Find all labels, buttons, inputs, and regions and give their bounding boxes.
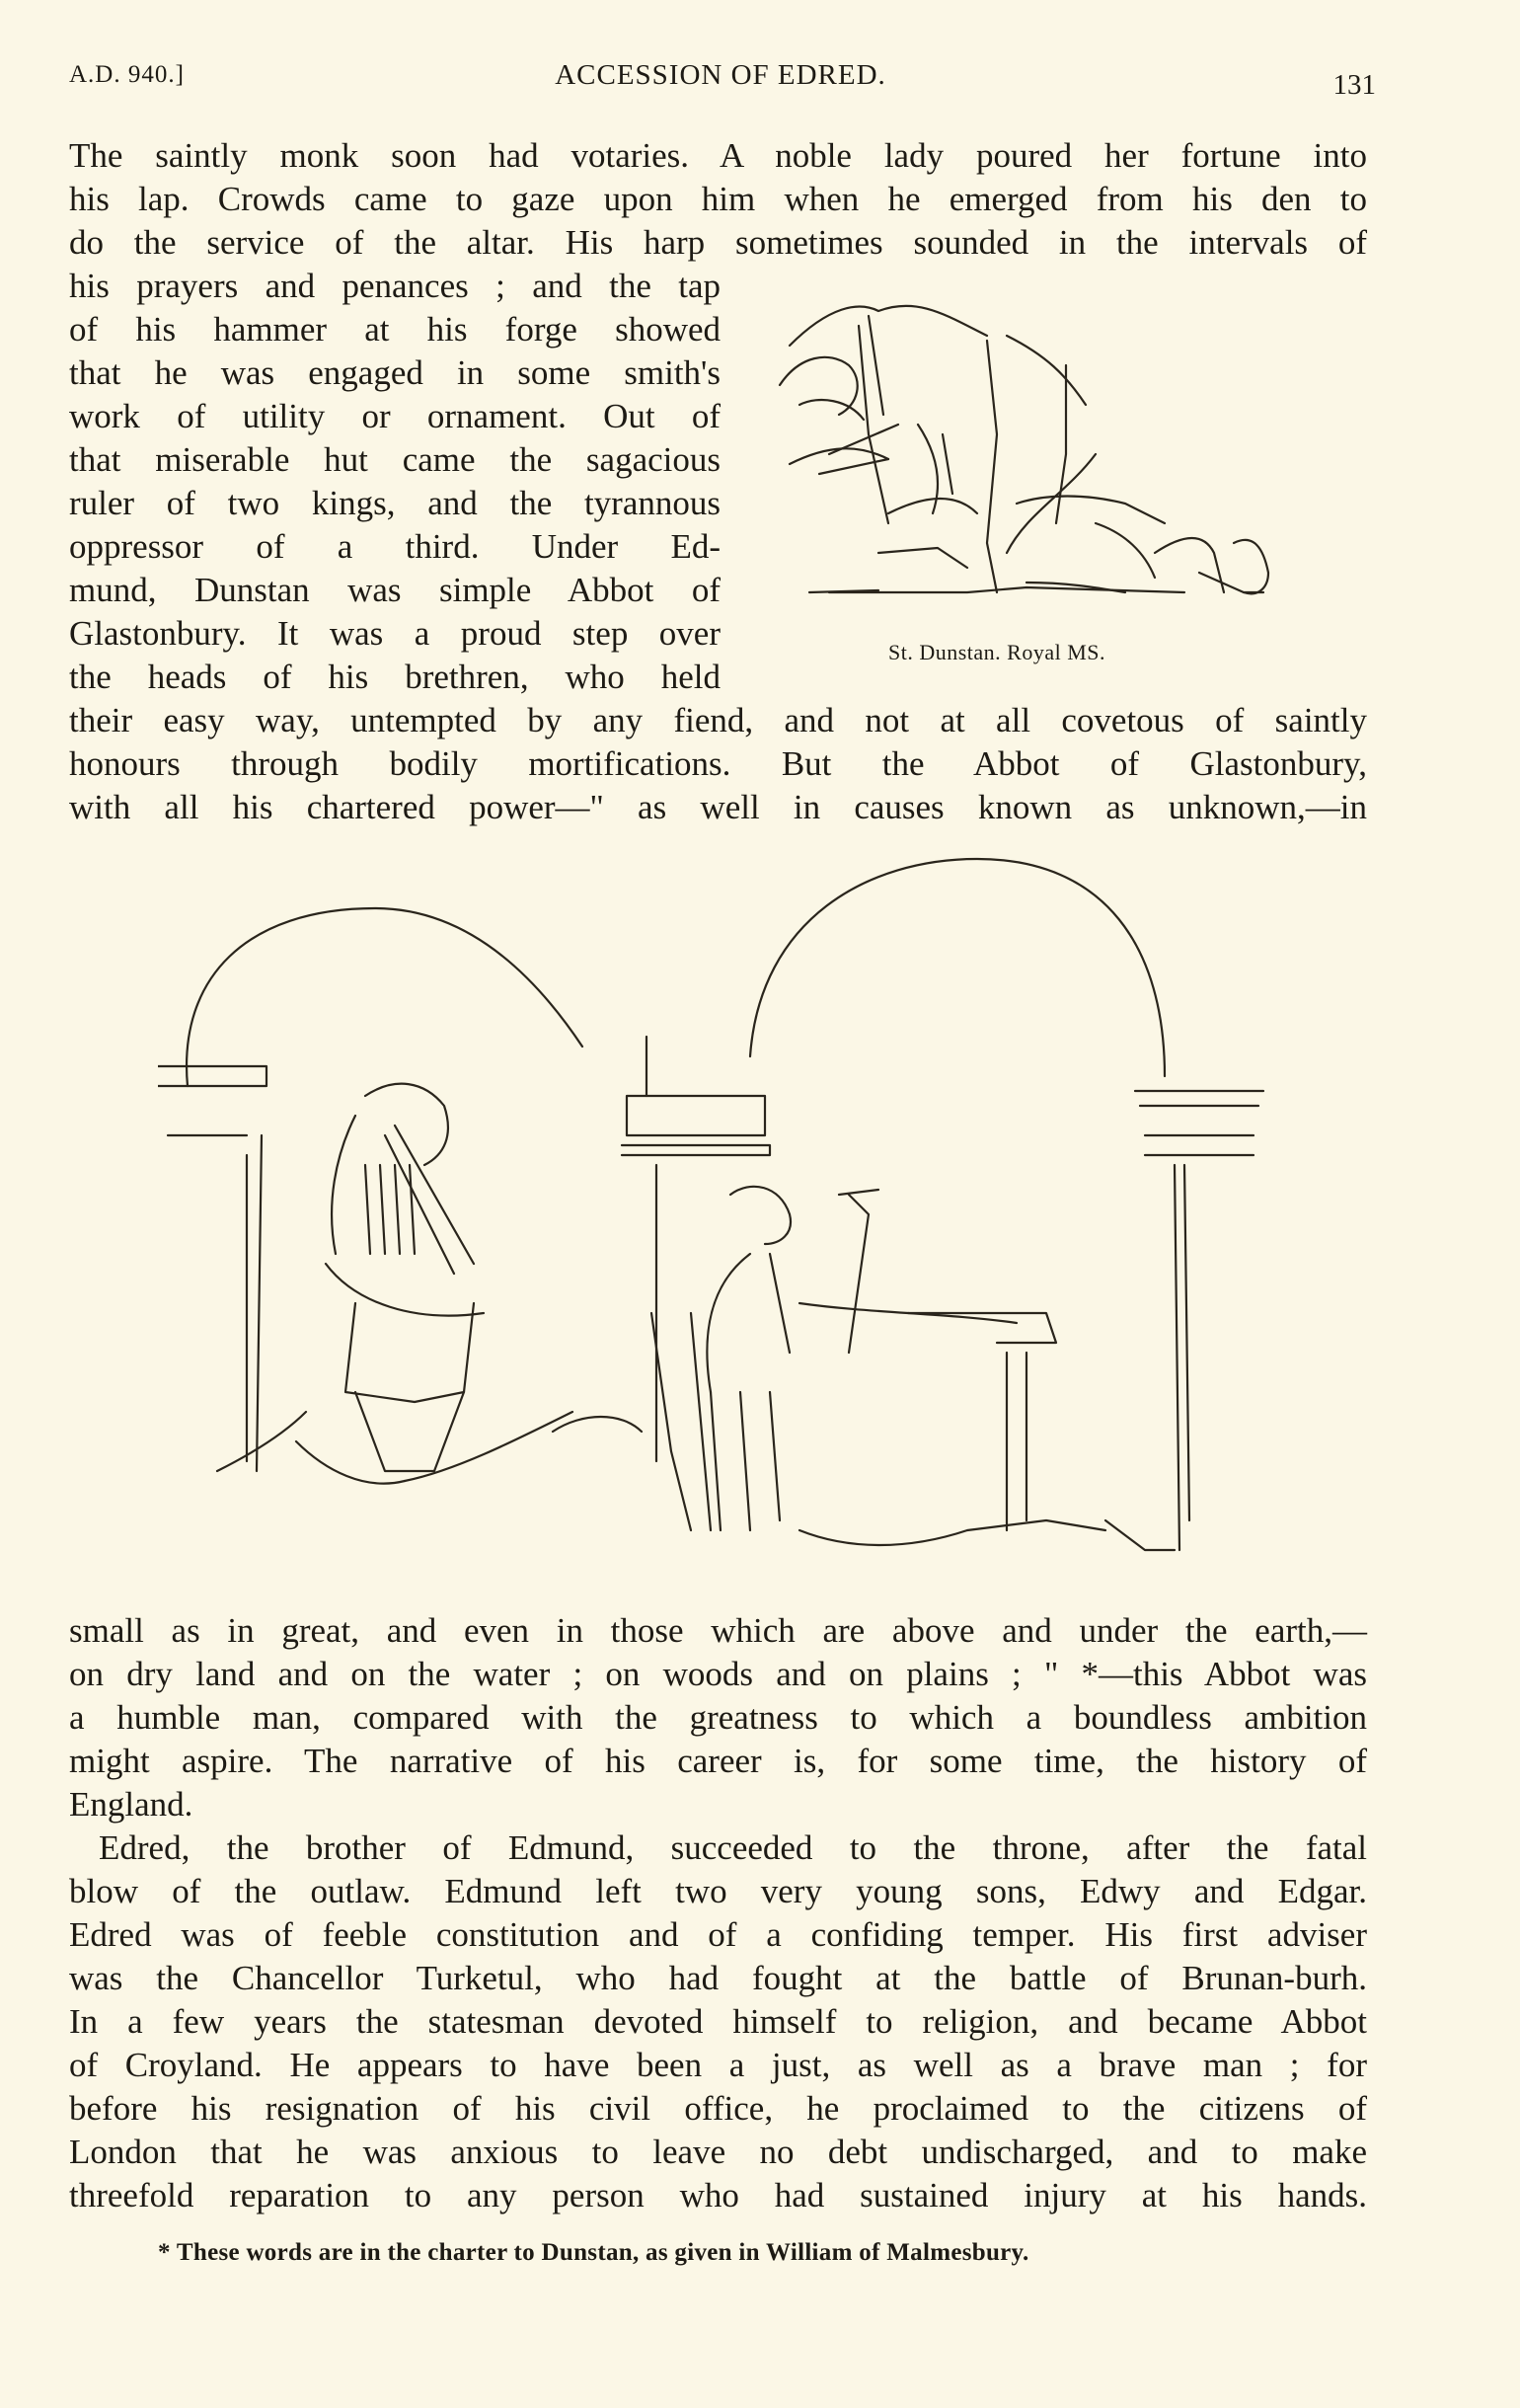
text-line: of Croyland. He appears to have been a just, as well as a brave man ; for bbox=[69, 2046, 1367, 2084]
text-line: might aspire. The narrative of his career is, for some time, the history of bbox=[69, 1742, 1367, 1780]
text-line: oppressor of a third. Under Ed- bbox=[69, 527, 721, 566]
text-line: England. bbox=[69, 1785, 193, 1824]
text-line: that he was engaged in some smith's bbox=[69, 353, 721, 392]
header-date: A.D. 940.] bbox=[69, 61, 185, 88]
text-line: a humble man, compared with the greatness to which a boundless ambition bbox=[69, 1698, 1367, 1737]
running-header bbox=[69, 55, 1376, 105]
text-line: In a few years the statesman devoted himself to religion, and became Abbot bbox=[69, 2002, 1367, 2041]
text-line: Edred was of feeble constitution and of a confiding temper. His first adviser bbox=[69, 1915, 1367, 1954]
text-line: their easy way, untempted by any fiend, and not at all covetous of saintly bbox=[69, 701, 1367, 739]
text-line: Edred, the brother of Edmund, succeeded to the throne, after the fatal bbox=[99, 1828, 1367, 1867]
text-line: ruler of two kings, and the tyrannous bbox=[69, 484, 721, 522]
figure-caption: St. Dunstan. Royal MS. bbox=[888, 640, 1106, 664]
text-line: on dry land and on the water ; on woods and on plains ; " *—this Abbot was bbox=[69, 1655, 1367, 1693]
text-line: small as in great, and even in those which are above and under the earth,— bbox=[69, 1611, 1367, 1650]
header-title: ACCESSION OF EDRED. bbox=[555, 59, 886, 91]
text-line: that miserable hut came the sagacious bbox=[69, 440, 721, 479]
st-dunstan-illustration bbox=[770, 296, 1323, 622]
text-line: before his resignation of his civil office, he proclaimed to the citizens of bbox=[69, 2089, 1367, 2128]
text-line: do the service of the altar. His harp sometimes sounded in the intervals of bbox=[69, 223, 1367, 262]
text-line: threefold reparation to any person who had sustained injury at his hands. bbox=[69, 2176, 1367, 2214]
text-line: was the Chancellor Turketul, who had fought at the battle of Brunan-burh. bbox=[69, 1959, 1367, 1997]
text-line: of his hammer at his forge showed bbox=[69, 310, 721, 349]
text-line: his lap. Crowds came to gaze upon him when he emerged from his den to bbox=[69, 180, 1367, 218]
text-line: work of utility or ornament. Out of bbox=[69, 397, 721, 435]
dunstan-forge-illustration bbox=[158, 839, 1283, 1590]
text-line: with all his chartered power—" as well in causes known as unknown,—in bbox=[69, 788, 1367, 826]
text-line: blow of the outlaw. Edmund left two very young sons, Edwy and Edgar. bbox=[69, 1872, 1367, 1910]
text-line: the heads of his brethren, who held bbox=[69, 658, 721, 696]
page-number: 131 bbox=[1332, 69, 1376, 101]
text-line: The saintly monk soon had votaries. A noble lady poured her fortune into bbox=[69, 136, 1367, 175]
text-line: Glastonbury. It was a proud step over bbox=[69, 614, 721, 653]
text-line: his prayers and penances ; and the tap bbox=[69, 267, 721, 305]
text-line: mund, Dunstan was simple Abbot of bbox=[69, 571, 721, 609]
text-line: London that he was anxious to leave no debt undischarged, and to make bbox=[69, 2133, 1367, 2171]
text-line: honours through bodily mortifications. But the Abbot of Glastonbury, bbox=[69, 744, 1367, 783]
footnote: * These words are in the charter to Dunstan, as given in William of Malmesbury. bbox=[158, 2239, 1029, 2266]
